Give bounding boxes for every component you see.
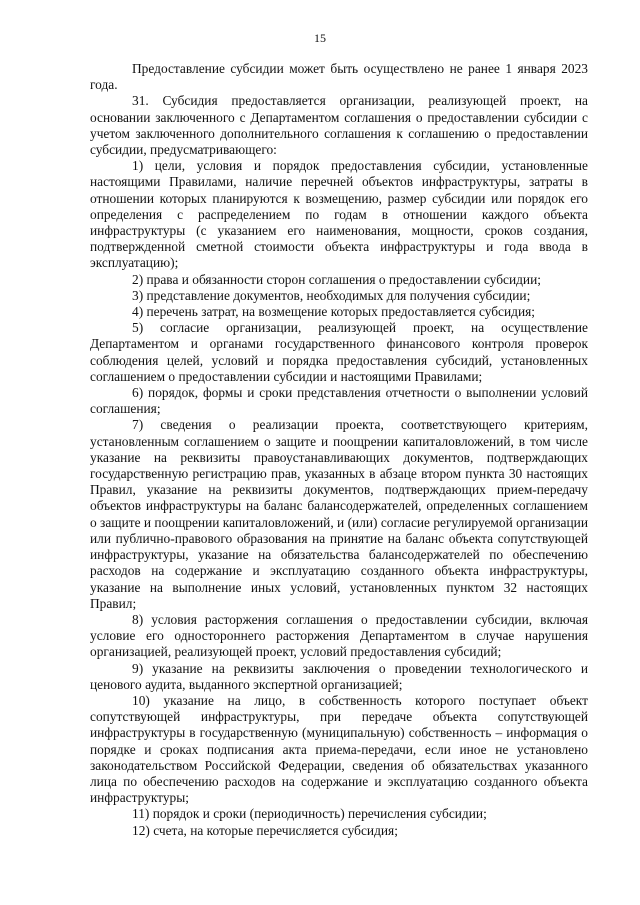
- list-item-10: 10) указание на лицо, в собственность которого поступает объект сопутствующей инфраструктуры, при передаче объекта сопутствующей инфраструктуры в государственную (муниципальную) собственность – информация о порядке и сроках подписания акта приема-передачи, если иное не установлено законодательством Российской Федерации, сведения об обязательствах указанного лица по обеспечению расходов на содержание и эксплуатацию созданного объекта инфраструктуры;: [90, 692, 588, 806]
- list-item-8: 8) условия расторжения соглашения о предоставлении субсидии, включая условие его одностороннего расторжения Департаментом в случае нарушения организацией, реализующей проект, условий предоставления субсидий;: [90, 611, 588, 660]
- list-item-4: 4) перечень затрат, на возмещение которых предоставляется субсидия;: [132, 304, 536, 320]
- paragraph-subsidy-start-date: Предоставление субсидии может быть осуществлено не ранее 1 января 2023 года.: [90, 61, 588, 93]
- list-item-5: 5) согласие организации, реализующей проект, на осуществление Департаментом и органами государственного финансового контроля проверок соблюдения целей, условий и порядка предоставления субсидий, установленных соглашением о предоставлении субсидии и настоящими Правилами;: [90, 320, 588, 384]
- list-item-1: 1) цели, условия и порядок предоставления субсидии, установленные настоящими Правилами, наличие перечней объектов инфраструктуры, затраты в отношении которых планируются к возмещению, размер субсидии или порядок его определения с распределением по годам в отношении каждого объекта инфраструктуры (с указанием его наименования, мощности, сроков создания, подтвержденной сметной стоимости объекта инфраструктуры и года ввода в эксплуатацию);: [90, 158, 588, 271]
- list-item-2: 2) права и обязанности сторон соглашения о предоставлении субсидии;: [132, 271, 541, 287]
- list-item-6: 6) порядок, формы и сроки представления отчетности о выполнении условий соглашения;: [90, 385, 588, 417]
- list-item-9: 9) указание на реквизиты заключения о проведении технологического и ценового аудита, выданного экспертной организацией;: [90, 660, 588, 692]
- list-item-11: 11) порядок и сроки (периодичность) перечисления субсидии;: [132, 806, 487, 822]
- page-number: 15: [314, 31, 326, 45]
- paragraph-clause-31: 31. Субсидия предоставляется организации, реализующей проект, на основании заключенного с Департаментом соглашения о предоставлении субсидии с учетом заключенного дополнительного соглашения к соглашению о предоставлении субсидии, предусматривающего:: [90, 93, 588, 158]
- list-item-12: 12) счета, на которые перечисляется субсидия;: [132, 822, 398, 838]
- document-body: [90, 61, 588, 839]
- list-item-3: 3) представление документов, необходимых для получения субсидии;: [132, 287, 531, 303]
- list-item-7: 7) сведения о реализации проекта, соответствующего критериям, установленным соглашением о защите и поощрении капиталовложений, в том числе указание на реквизиты правоустанавливающих документов, подтверждающих государственную регистрацию прав, указанных в абзаце втором пункта 30 настоящих Правил, указание на реквизиты документов, подтверждающих прием-передачу объектов инфраструктуры на баланс балансодержателей, определенных соглашением о защите и поощрении капиталовложений, и (или) согласие регулируемой организации или публично-правового образования на принятие на баланс объекта сопутствующей инфраструктуры, указание на обязательства балансодержателей по обеспечению расходов на содержание и эксплуатацию созданного объекта инфраструктуры, указание на выполнение иных условий, установленных пунктом 32 настоящих Правил;: [90, 417, 588, 611]
